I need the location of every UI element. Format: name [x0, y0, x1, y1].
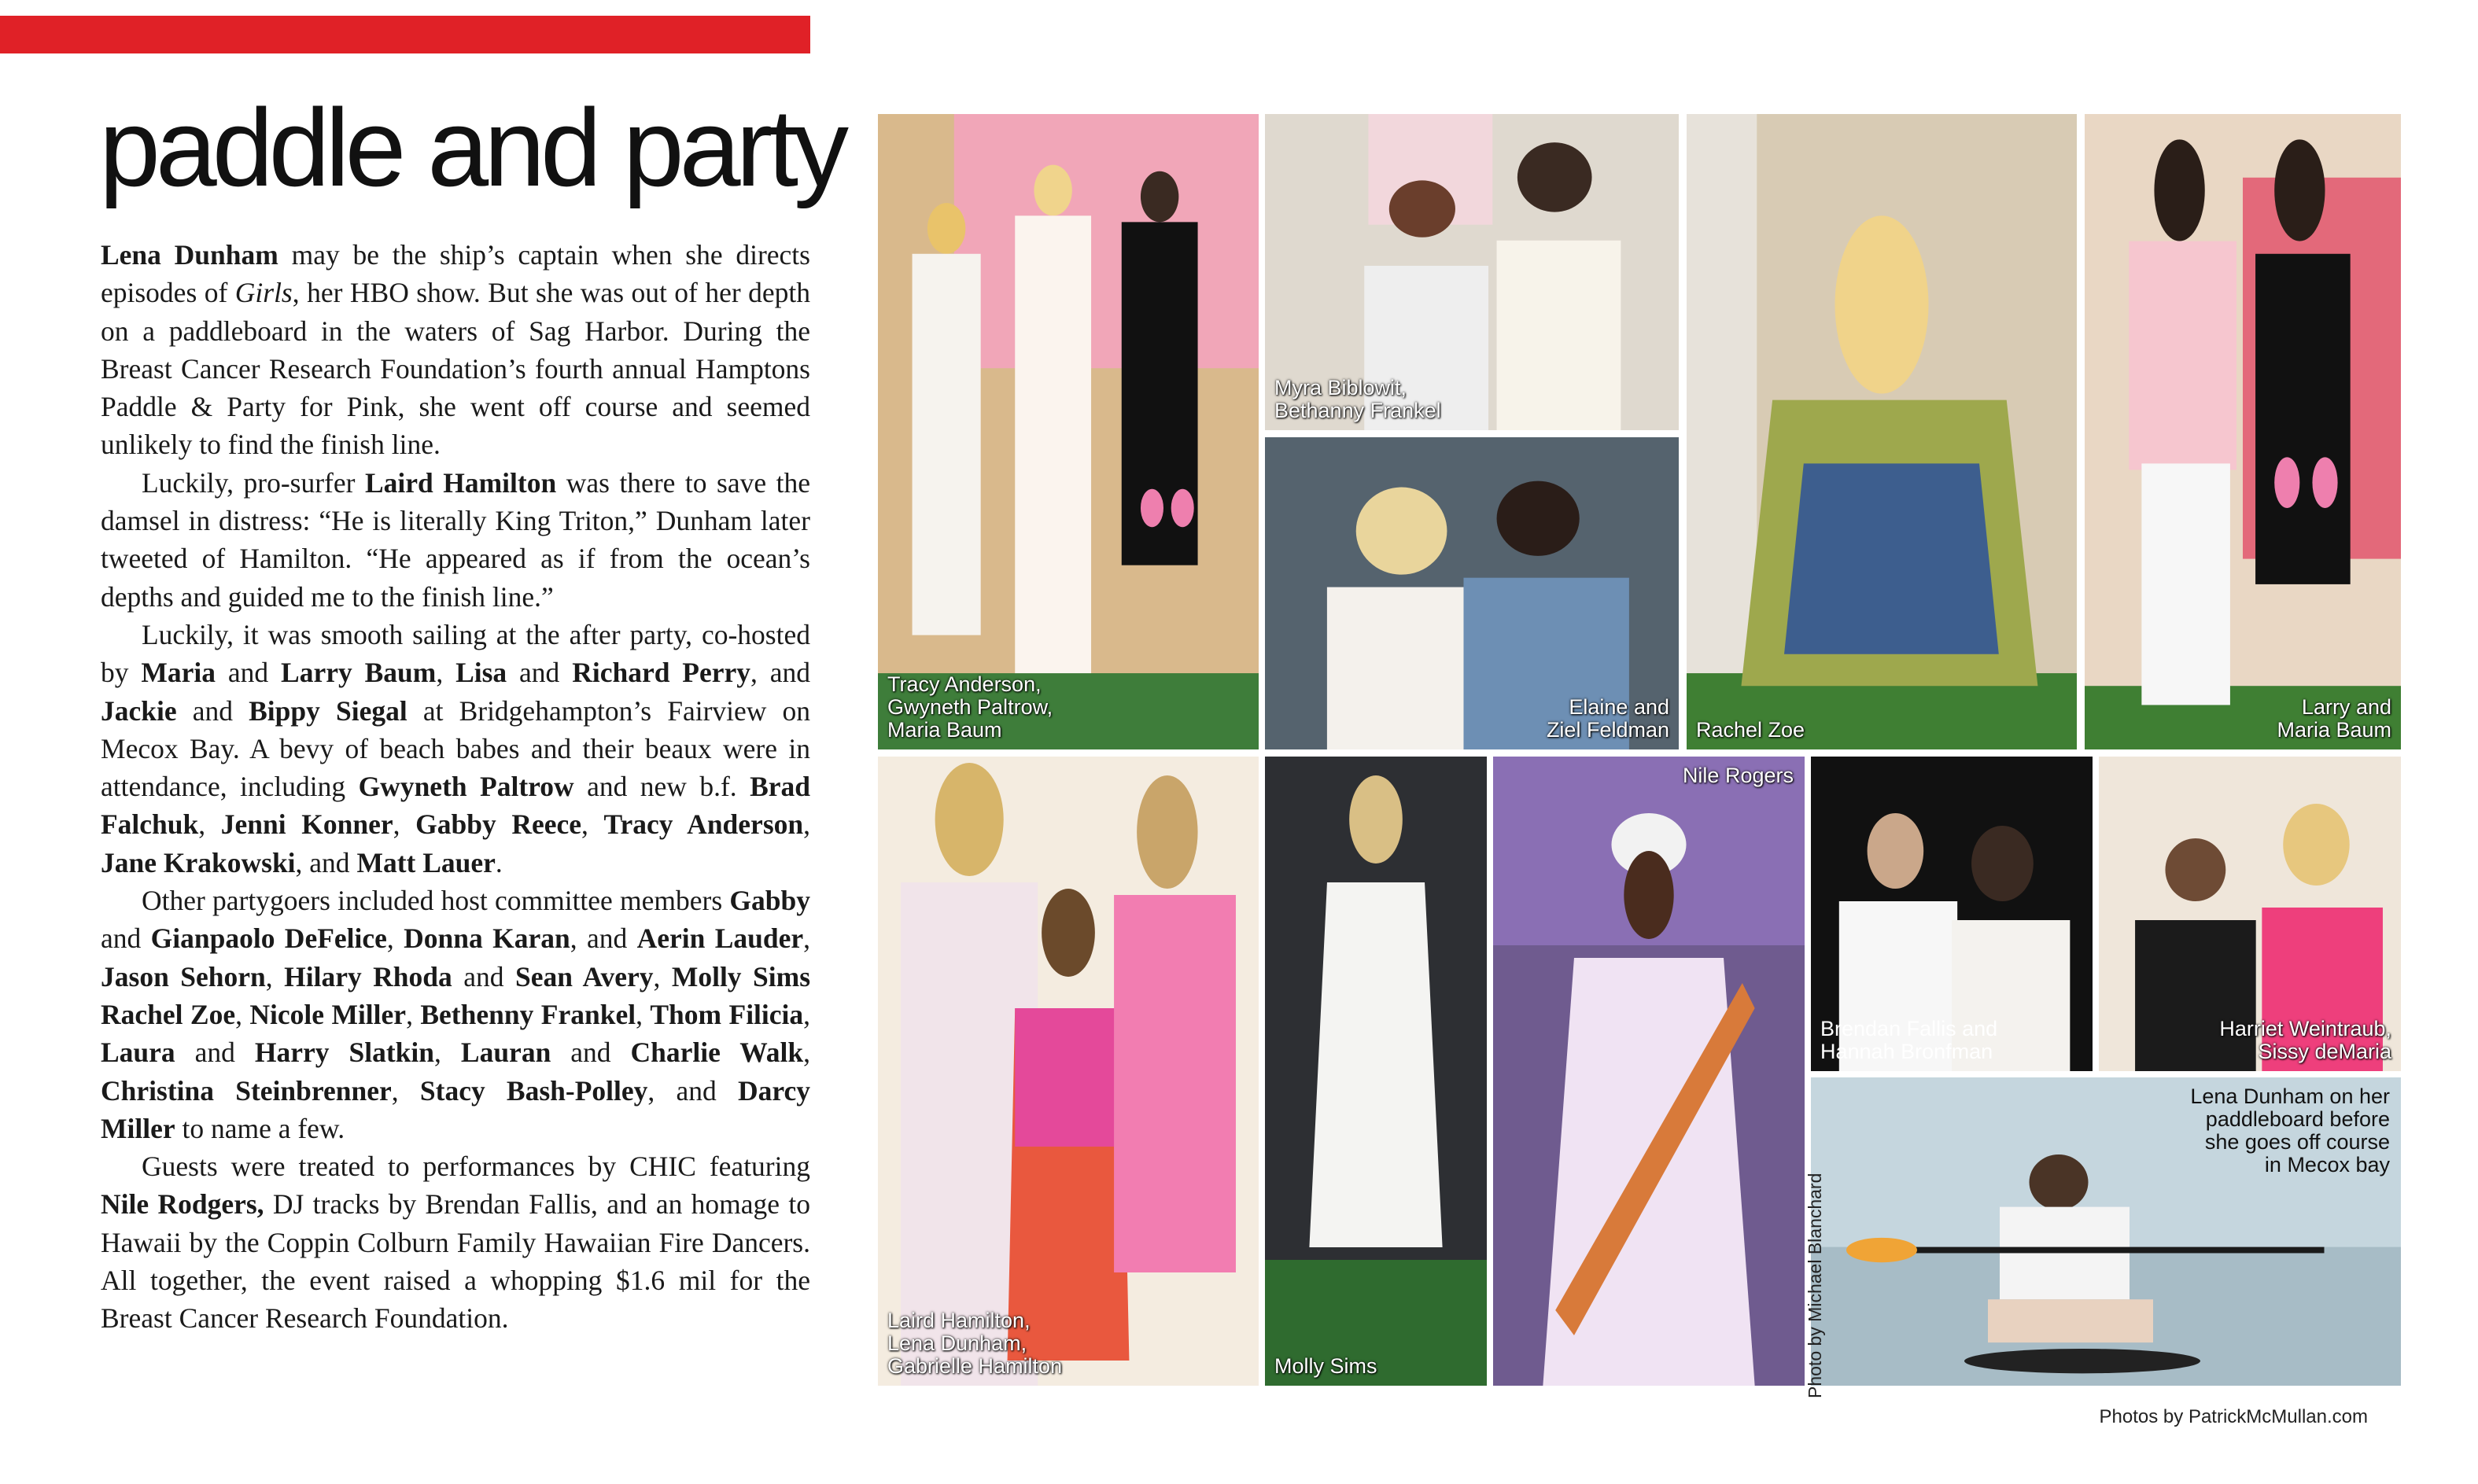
- photo-caption: Rachel Zoe: [1696, 718, 1805, 742]
- article-paragraph: Guests were treated to performances by CHIC featuring Nile Rodgers, DJ tracks by Brendan Fallis, and an homage to Hawaii by the Coppin Colburn Family Hawaiian Fire Dancers. All together, the event raised a whopping $1.6 mil for the Breast Cancer Research Foundation.: [101, 1151, 810, 1335]
- article-paragraph: Other partygoers included host committee members Gabby and Gianpaolo DeFelice, Donna Karan, and Aerin Lauder, Jason Sehorn, Hilary Rhoda and Sean Avery, Molly Sims Rachel Zoe, Nicole Miller, Bethenny Frankel, Thom Filicia, Laura and Harry Slatkin, Lauran and Charlie Walk, Christina Steinbrenner, Stacy Bash-Polley, and Darcy Miller to name a few.: [101, 885, 811, 1144]
- article-body: [101, 236, 810, 1338]
- photo-dunham-paddleboard: [1811, 1077, 2401, 1386]
- photo-molly-sims: [1265, 757, 1487, 1386]
- photographer-credit: Photo by Michael Blanchard: [1805, 1173, 1825, 1398]
- photo-hamilton-dunham: [878, 757, 1259, 1386]
- photo-caption: Brendan Fallis and Hannah Bronfman: [1820, 1017, 1998, 1063]
- photo-caption: Molly Sims: [1274, 1354, 1377, 1378]
- photo-caption: Lena Dunham on her paddleboard before she goes off course in Mecox bay: [2190, 1084, 2390, 1177]
- article-paragraph: Luckily, pro-surfer Laird Hamilton was there to save the damsel in distress: “He is literally King Triton,” Dunham later tweeted of Hamilton. “He appeared as if from the ocean’s depths and guided me to the finish line.”: [101, 466, 810, 613]
- red-accent-bar: [0, 16, 810, 53]
- photo-feldman: [1265, 437, 1679, 749]
- article-paragraph: Luckily, it was smooth sailing at the after party, co-hosted by Maria and Larry Baum, Lisa and Richard Perry, and Jackie and Bippy Siegal at Bridgehampton’s Fairview on Mecox Bay. A bevy of beach babes and their beaux were in attendance, including Gwyneth Paltrow and new b.f. Brad Falchuk, Jenni Konner, Gabby Reece, Tracy Anderson, Jane Krakowski, and Matt Lauer.: [101, 618, 811, 878]
- photo-caption: Harriet Weintraub, Sissy deMaria: [2219, 1017, 2391, 1063]
- photo-weintraub-demaria: [2099, 757, 2401, 1071]
- headline: paddle and party: [99, 86, 845, 209]
- photo-caption: Laird Hamilton, Lena Dunham, Gabrielle Hamilton: [887, 1309, 1063, 1378]
- photo-nile-rodgers: [1493, 757, 1805, 1386]
- photo-fallis-bronfman: [1811, 757, 2093, 1071]
- photos-credit: Photos by PatrickMcMullan.com: [2099, 1406, 2368, 1427]
- article-paragraph: Lena Dunham may be the ship’s captain when she directs episodes of Girls, her HBO show. But she was out of her depth on a paddleboard in the waters of Sag Harbor. During the Breast Cancer Research Foundation’s fourth annual Hamptons Paddle & Party for Pink, she went off course and seemed unlikely to find the finish line.: [101, 239, 810, 461]
- photo-caption: Elaine and Ziel Feldman: [1546, 695, 1669, 742]
- photo-anderson-paltrow-baum: [878, 114, 1259, 749]
- photo-rachel-zoe: [1687, 114, 2077, 749]
- photo-caption: Larry and Maria Baum: [2277, 695, 2391, 742]
- photo-caption: Nile Rogers: [1682, 764, 1794, 787]
- photo-biblowit-frankel: [1265, 114, 1679, 430]
- photo-caption: Myra Biblowit, Bethanny Frankel: [1274, 376, 1441, 422]
- photo-caption: Tracy Anderson, Gwyneth Paltrow, Maria Baum: [887, 672, 1053, 742]
- photo-larry-maria-baum: [2085, 114, 2401, 749]
